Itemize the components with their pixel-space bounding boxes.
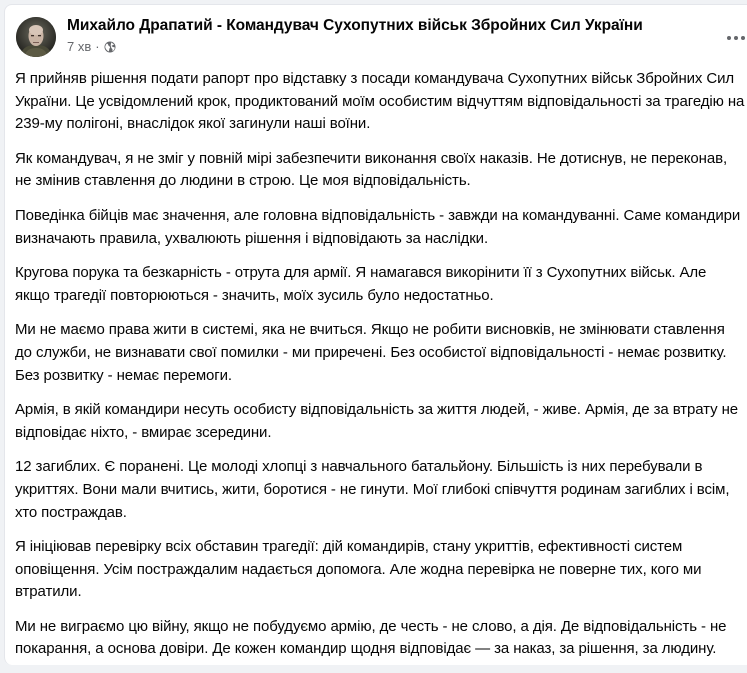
post-header: [16, 15, 747, 65]
post-meta: [67, 39, 116, 54]
avatar-portrait-icon: [16, 17, 56, 57]
post-card: [4, 4, 747, 665]
globe-icon[interactable]: [104, 41, 116, 53]
post-paragraph: Армія, в якій командири несуть особисту відповідальність за життя людей, - живе. Армія, де за втрату не відповідає ніхто, - вмирає зсередини.: [15, 401, 739, 441]
post-paragraph: Я прийняв рішення подати рапорт про відставку з посади командувача Сухопутних військ Збройних Сил України. Це усвідомлений крок, продиктований моїм особистим відчуттям відповідальності за трагедію на 239-му полігоні, внаслідок якої загинули наші воїни.: [15, 70, 745, 133]
post-paragraph: Як командувач, я не зміг у повній мірі забезпечити виконання своїх наказів. Не дотиснув, не переконав, не змінив ставлення до людини в строю. Це моя відповідальність.: [15, 149, 728, 190]
post-time[interactable]: 7 хв: [67, 39, 92, 54]
author-avatar[interactable]: [16, 17, 56, 57]
author-name[interactable]: Михайло Драпатий - Командувач Сухопутних військ Збройних Сил України: [67, 17, 643, 34]
more-options-button[interactable]: [724, 32, 747, 44]
post-paragraph: Ми не виграємо цю війну, якщо не побудуємо армію, де честь - не слово, а дія. Де відповідальність - не покарання, а основа довіри. Де кожен командир щодня відповідає — за наказ, за рішення, за людину.: [15, 617, 727, 658]
post-paragraph: Кругова порука та безкарність - отрута для армії. Я намагався викорінити її з Сухопутних військ. Але якщо трагедії повторюються - значить, моїх зусиль було недостатньо.: [15, 264, 707, 304]
post-paragraph: 12 загиблих. Є поранені. Це молоді хлопці з навчального батальйону. Більшість із них перебували в укриттях. Вони мали вчитись, жити, боротися - не гинути. Мої глибокі співчуття родинам загиблих і всім, хто постраждав.: [15, 458, 730, 521]
meta-separator: ·: [95, 39, 100, 54]
more-dot-icon: [741, 36, 745, 40]
post-paragraph: Я ініціював перевірку всіх обставин трагедії: дій командирів, стану укриттів, ефективності систем оповіщення. Усім постраждалим надається допомога. Але жодна перевірка не поверне тих, кого ми втратили.: [15, 538, 702, 601]
more-dot-icon: [734, 36, 738, 40]
more-dot-icon: [727, 36, 731, 40]
post-paragraph: Ми не маємо права жити в системі, яка не вчиться. Якщо не робити висновків, не змінювати ставлення до служби, не визнавати свої помилки - ми приречені. Без особистої відповідальності - немає розвитку. Без розвитку - немає перемоги.: [15, 321, 727, 384]
post-paragraph: Поведінка бійців має значення, але головна відповідальність - завжди на командуванні. Саме командири визначають правила, ухвалюють рішення і відповідають за наслідки.: [15, 206, 741, 247]
post-body: [15, 68, 745, 673]
